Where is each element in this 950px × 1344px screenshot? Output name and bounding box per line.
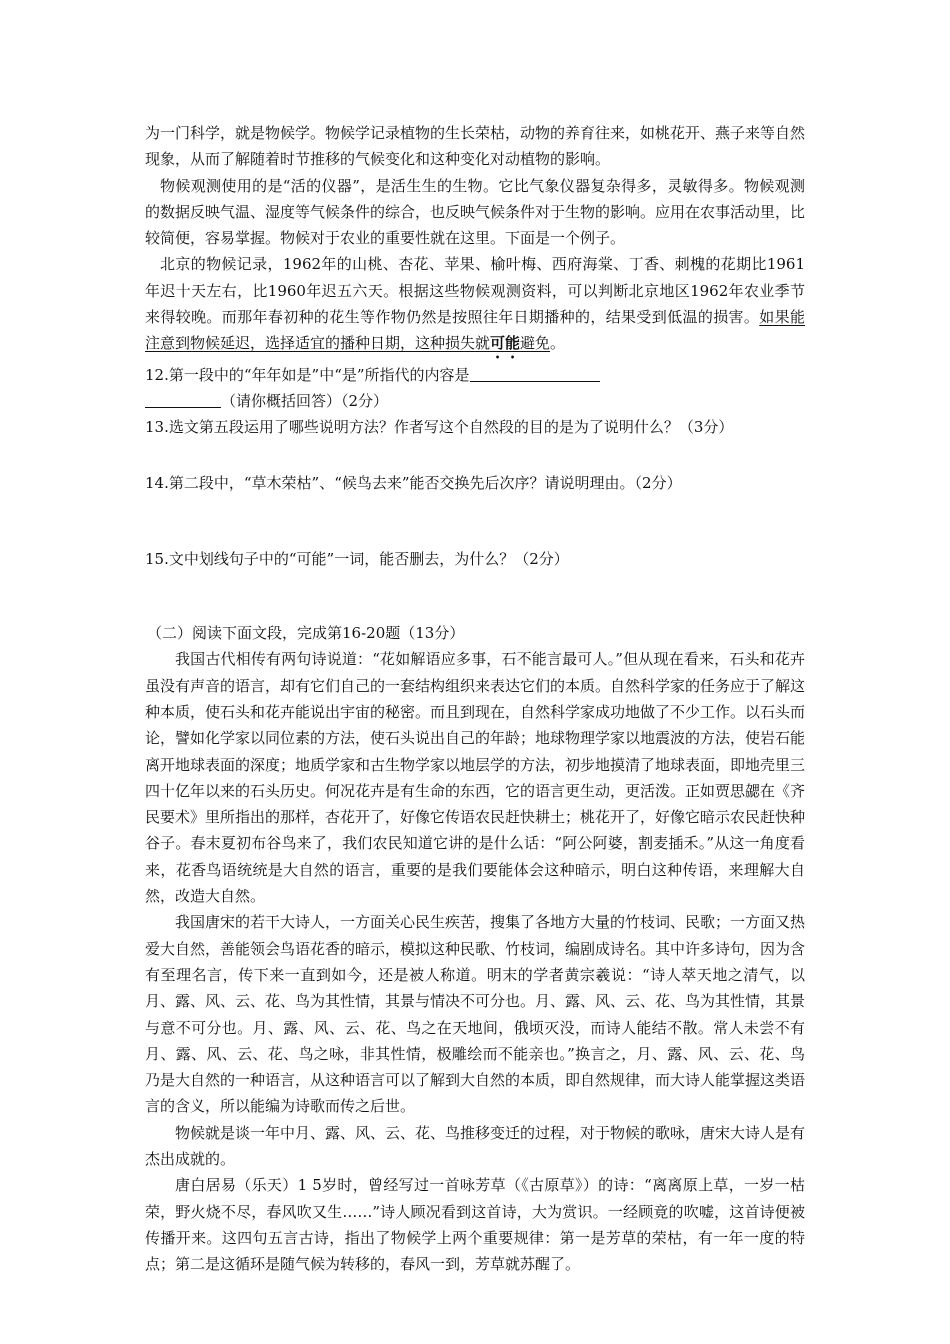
answer-space-13[interactable] — [145, 440, 805, 470]
answer-blank-12b[interactable] — [145, 389, 221, 408]
question-13: 13.选文第五段运用了哪些说明方法？作者写这个自然段的目的是为了说明什么？（3分） — [145, 418, 734, 437]
question-12-text: 12.第一段中的“年年如是”中“是”所指代的内容是 — [145, 366, 470, 385]
passage1-paragraph-3-text: 北京的物候记录，1962年的山桃、杏花、苹果、榆叶梅、西府海棠、丁香、刺槐的花期比1961年迟十天左右，比1960年迟五六天。根据这些物候观测资料，可以判断北京地区1962年农业季节来得较晚。而那年春初种的花生等作物仍然是按照往年日期播种的，结果受到低温的损害。 — [145, 255, 805, 327]
question-15: 15.文中划线句子中的“可能”一词，能否删去，为什么？（2分） — [145, 550, 569, 569]
section-2-heading: （二）阅读下面文段，完成第16-20题（13分） — [147, 624, 465, 643]
passage2-paragraph-1: 我国古代相传有两句诗说道：“花如解语应多事，石不能言最可人。”但从现在看来，石头和花卉虽没有声音的语言，却有它们自己的一套结构组织来表达它们的本质。自然科学家的任务应于了解这种本质，使石头和花卉能说出宇宙的秘密。而且到现在，自然科学家成功地做了不少工作。以石头而论，譬如化学家以同位素的方法，使石头说出自己的年龄；地球物理学家以地震波的方法，使岩石能离开地球表面的深度；地质学家和古生物学家以地层学的方法，初步地摸清了地球表面，即地壳里三四十亿年以来的石头历史。何况花卉是有生命的东西，它的语言更生动，更活泼。正如贾思勰在《齐民要术》里所指出的那样，杏花开了，好像它传语农民赶快耕土；桃花开了，好像它暗示农民赶快种谷子。春末夏初布谷鸟来了，我们农民知道它讲的是什么话：“阿公阿婆，割麦插禾。”从这一角度看来，花香鸟语统统是大自然的语言，重要的是我们要能体会这种暗示，明白这种传语，来理解大自然，改造大自然。 — [145, 650, 806, 906]
question-12-hint: （请你概括回答）（2分） — [221, 392, 389, 411]
answer-blank-12a[interactable] — [470, 363, 600, 382]
underlined-sentence-part-2: 避免 — [520, 334, 551, 353]
passage1-paragraph-3 — [145, 251, 805, 362]
answer-space-15[interactable] — [145, 572, 805, 620]
document-page — [145, 120, 805, 1278]
dotted-word-keneng: 可能 — [490, 334, 521, 353]
passage2-paragraph-2: 我国唐宋的若干大诗人，一方面关心民生疾苦，搜集了各地方大量的竹枝词、民歌；一方面又热爱大自然，善能领会鸟语花香的暗示，模拟这种民歌、竹枝词，编剧成诗名。其中许多诗句，因为含有至理名言，传下来一直到如今，还是被人称道。明末的学者黄宗羲说：“诗人萃天地之清气，以月、露、风、云、花、鸟为其性情，其景与情决不可分也。月、露、风、云、花、鸟为其性情，其景与意不可分也。月、露、风、云、花、鸟之在天地间，俄顷灭没，而诗人能结不散。常人未尝不有月、露、风、云、花、鸟之咏，非其性情，极雕绘而不能亲也。”换言之，月、露、风、云、花、鸟乃是大自然的一种语言，从这种语言可以了解到大自然的本质，即自然规律，而大诗人能掌握这类语言的含义，所以能编为诗歌而传之后世。 — [145, 913, 806, 1116]
passage2-paragraph-3: 物候就是谈一年中月、露、风、云、花、鸟推移变迁的过程，对于物候的歌咏，唐宋大诗人是有杰出成就的。 — [145, 1123, 806, 1169]
question-14: 14.第二段中，“草木荣枯”、“候鸟去来”能否交换先后次序？请说明理由。（2分） — [145, 474, 682, 493]
passage1-paragraph-1: 为一门科学，就是物候学。物候学记录植物的生长荣枯，动物的养育往来，如桃花开、燕子来等自然现象，从而了解随着时节推移的气候变化和这种变化对动植物的影响。 — [145, 124, 806, 169]
underlined-sentence-part-1: 如果能注意到物候延迟，选择适宜的播种日期，这种损失就 — [145, 308, 805, 353]
question-12-continued — [145, 388, 805, 414]
sentence-end: 。 — [550, 334, 566, 353]
passage2-paragraph-4: 唐白居易（乐天）1 5岁时，曾经写过一首咏芳草（《古原草》）的诗：“离离原上草，一岁一枯荣，野火烧不尽，春风吹又生……”诗人顾况看到这首诗，大为赏识。一经顾竟的吹嘘，这首诗便被传播开来。这四句五言古诗，指出了物候学上两个重要规律：第一是芳草的荣枯，有一年一度的特点；第二是这循环是随气候为转移的，春风一到，芳草就苏醒了。 — [145, 1176, 805, 1274]
question-12 — [145, 362, 805, 388]
answer-space-14[interactable] — [145, 496, 805, 546]
passage1-paragraph-2: 物候观测使用的是“活的仪器”，是活生生的生物。它比气象仪器复杂得多，灵敏得多。物候观测的数据反映气温、湿度等气候条件的综合，也反映气候条件对于生物的影响。应用在农事活动里，比较简便，容易掌握。物候对于农业的重要性就在这里。下面是一个例子。 — [145, 176, 806, 248]
